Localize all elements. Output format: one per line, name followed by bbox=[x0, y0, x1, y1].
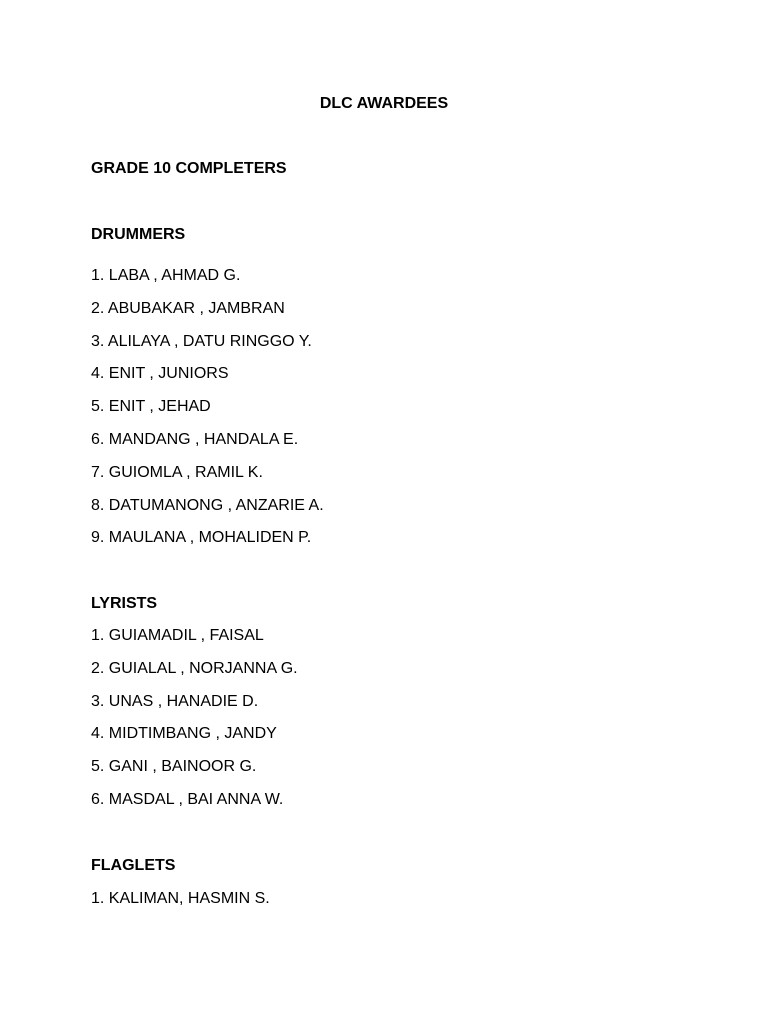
list-item: 2. ABUBAKAR , JAMBRAN bbox=[91, 299, 285, 317]
list-item: 1. KALIMAN, HASMIN S. bbox=[91, 890, 270, 907]
list-item: 6. MASDAL , BAI ANNA W. bbox=[91, 790, 284, 808]
list-item: 3. ALILAYA , DATU RINGGO Y. bbox=[91, 332, 312, 350]
list-item: 4. ENIT , JUNIORS bbox=[91, 365, 229, 383]
list-item: 3. UNAS , HANADIE D. bbox=[91, 692, 259, 710]
list-item: 5. GANI , BAINOOR G. bbox=[91, 758, 257, 776]
section-heading-lyrists: LYRISTS bbox=[91, 595, 158, 612]
list-item: 1. LABA , AHMAD G. bbox=[91, 267, 241, 284]
list-item: 9. MAULANA , MOHALIDEN P. bbox=[91, 529, 312, 547]
list-item: 5. ENIT , JEHAD bbox=[91, 398, 211, 416]
list-item: 2. GUIALAL , NORJANNA G. bbox=[91, 659, 298, 677]
section-heading-drummers: DRUMMERS bbox=[91, 226, 186, 243]
section-heading-flaglets: FLAGLETS bbox=[91, 857, 176, 874]
list-item: 7. GUIOMLA , RAMIL K. bbox=[91, 463, 263, 481]
list-item: 8. DATUMANONG , ANZARIE A. bbox=[91, 496, 324, 514]
list-item: 4. MIDTIMBANG , JANDY bbox=[91, 725, 277, 743]
lyrists-list bbox=[91, 626, 298, 823]
list-item: 6. MANDANG , HANDALA E. bbox=[91, 430, 299, 448]
list-item: 1. GUIAMADIL , FAISAL bbox=[91, 627, 264, 644]
document-title: DLC AWARDEES bbox=[319, 95, 449, 112]
drummers-list bbox=[91, 266, 324, 561]
section-heading-grade-10-completers: GRADE 10 COMPLETERS bbox=[91, 160, 287, 177]
flaglets-list bbox=[91, 889, 270, 922]
